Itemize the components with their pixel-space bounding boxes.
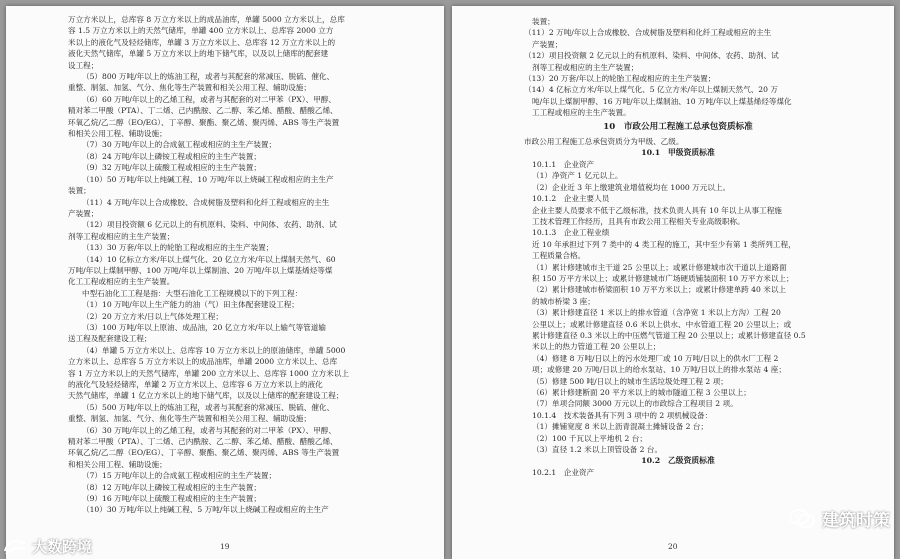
text-line: （10）50 万吨/年以上纯碱工程、10 万吨/年以上烧碱工程或相应的主生产 — [82, 174, 334, 184]
text-line: 环氧乙烷/乙二醇（EO/EG）、丁辛醇、聚酯、聚乙烯、聚丙烯、ABS 等生产装置 — [68, 448, 340, 458]
text-line: （8）12 万吨/年以上磷铵工程或相应的主生产装置； — [82, 482, 261, 492]
text-line: 工工程或相应的主生产装置。 — [532, 108, 631, 118]
text-line: （7）15 万吨/年以上的合成氨工程或相应的主生产装置； — [82, 471, 277, 481]
text-line: 米以上的热力管道工程 20 公里以上； — [532, 342, 661, 352]
text-line: （14）4 亿标立方米/年以上煤气化、5 亿立方米/年以上煤制天然气、20 万 — [524, 85, 778, 95]
document-page-left — [6, 6, 444, 559]
document-page-right — [452, 6, 894, 559]
text-line: 重整、制氢、加氢、气分、焦化等生产装置和相关公用工程、辅助设施； — [68, 83, 311, 93]
text-line: 重整、制氢、加氢、气分、焦化等生产装置和相关公用工程、辅助设施； — [68, 414, 311, 424]
text-line: 公里以上；或累计修建直径 0.6 米以上供水、中水管道工程 20 公里以上；或 — [532, 319, 792, 329]
watermark-right-text: 建筑时策 — [822, 511, 890, 531]
text-line: 吨/年以上煤制甲醇、16 万吨/年以上煤制油、10 万吨/年以上煤基烯烃等煤化 — [532, 96, 792, 106]
text-line: （2）100 千瓦以上平地机 2 台； — [532, 433, 647, 443]
text-line: （5）修建 500 吨/日以上的城市生活垃圾处理工程 2 项； — [532, 376, 728, 386]
text-line: （1）净资产 1 亿元以上。 — [532, 171, 623, 181]
text-line: （12）项目投资额 2 亿元以上的有机原料、染料、中间体、农药、助剂、试 — [524, 51, 779, 61]
text-line: （14）10 亿标立方米/年以上煤气化、20 亿立方米/年以上煤制天然气、60 — [82, 254, 336, 264]
text-line: 工程质量合格。 — [532, 251, 586, 261]
text-line: （4）修建 8 万吨/日以上的污水处理厂或 10 万吨/日以上的供水厂工程 2 — [532, 353, 779, 363]
text-line: 和相关公用工程、辅助设施； — [68, 129, 167, 139]
text-line: （3）累计修建直径 1 米以上的排水管道（含净宽 1 米以上方沟）工程 20 — [532, 308, 781, 318]
text-line: （9）16 万吨/年以上硫酸工程或相应的主生产装置； — [82, 494, 261, 504]
watermark-left-text: 大数跨境 — [32, 538, 93, 556]
text-line: 剂等工程或相应的主生产装置； — [68, 231, 175, 241]
text-line: 容 1 万立方米以上的天然气储库，单罐 200 立方米以上、总库容 1000 立方米以上 — [68, 368, 349, 378]
text-line: 精对苯二甲酸（PTA）、丁二烯、己内酰胺、乙二醇、苯乙烯、醋酸、醋酸乙烯、 — [68, 437, 338, 447]
text-line: 液化天然气储库，单罐 5 万立方米以上的地下储气库，以及以上储库的配套建 — [68, 49, 329, 59]
watermark-left — [2, 536, 92, 557]
text-line: 企业主要人员要求不低于乙级标准，技术负责人具有 10 年以上从事工程施 — [532, 205, 782, 215]
text-line: （1）10 万吨/年以上生产能力的油（气）田主体配套建设工程； — [82, 300, 299, 310]
text-line: （2）20 万立方米/日以上气体处理工程； — [82, 311, 223, 321]
text-line: 的城市桥梁 3 座； — [532, 296, 595, 306]
text-line: （6）60 万吨/年以上的乙烯工程，或者与其配套的对二甲苯（PX）、甲醇、 — [82, 94, 336, 104]
text-line: （5）800 万吨/年以上的炼油工程，或者与其配套的常减压、脱硫、催化、 — [82, 72, 335, 82]
section-heading: 10 市政公用工程施工总承包资质标准 — [603, 121, 753, 132]
text-line: （1）摊铺宽度 8 米以上沥青混凝土摊铺设备 2 台； — [532, 422, 709, 432]
text-line: 装置； — [68, 186, 91, 196]
page-right-text — [510, 16, 846, 478]
page-left-text — [68, 14, 400, 516]
text-line: 容 1.5 万立方米以上的天然气储库，单罐 400 立方米以上、总库容 2000 立方 — [68, 26, 334, 36]
text-line: 环氧乙烷/乙二醇（EO/EG）、丁辛醇、聚酯、聚乙烯、聚丙烯、ABS 等生产装置 — [68, 117, 340, 127]
text-line: （3）100 万吨/年以上原油、成品油，20 亿立方米/年以上输气等管道输 — [82, 322, 326, 332]
text-line: 装置； — [532, 17, 555, 26]
text-line: 万立方米以上，总库容 8 万立方米以上的成品油库，单罐 5000 立方米以上，总库 — [68, 15, 345, 24]
text-line: （9）32 万吨/年以上硫酸工程或相应的主生产装置； — [82, 163, 261, 173]
text-line: 近 10 年承担过下列 7 类中的 4 类工程的施工，其中至少有第 1 类所列工程， — [532, 239, 796, 249]
text-line: 米以上的液化气及轻烃储库，单罐 3 万立方米以上、总库容 12 万立方米以上的 — [68, 37, 336, 47]
text-line: 10.2.1 企业资产 — [532, 467, 595, 477]
text-line: （11）4 万吨/年以上合成橡胶、合成树脂及塑料和化纤工程或相应的主生 — [82, 197, 330, 207]
text-line: （11）2 万吨/年以上合成橡胶、合成树脂及塑料和化纤工程或相应的主生 — [524, 28, 772, 38]
text-line: 项；或修建 20 万吨/日以上的给水泵站、10 万吨/日以上的排水泵站 4 座； — [532, 365, 786, 375]
text-line: 剂等工程或相应的主生产装置； — [532, 62, 639, 72]
text-line: 10.1.2 企业主要人员 — [532, 194, 610, 204]
watermark-right — [788, 506, 890, 531]
text-line: 10.1.4 技术装备具有下列 3 项中的 2 项机械设备： — [532, 410, 713, 420]
text-line: 和相关公用工程、辅助设施； — [68, 459, 167, 469]
text-line: 的液化气及轻烃储库，单罐 2 万立方米以上、总库容 6 万立方米以上的液化 — [68, 380, 323, 389]
text-line: （7）单项合同额 3000 万元以上的市政综合工程项目 2 项。 — [532, 399, 738, 409]
text-line: （13）20 万套/年以上的轮胎工程或相应的主生产装置； — [524, 74, 716, 84]
text-line: （12）项目投资额 6 亿元以上的有机原料、染料、中间体、农药、助剂、试 — [82, 220, 337, 230]
text-line: 化工工程或相应的主生产装置。 — [68, 277, 175, 287]
text-line: 累计修建直径 0.3 米以上的中压燃气管道工程 20 公里以上；或累计修建直径 0.5 — [532, 330, 806, 340]
text-line: 市政公用工程施工总承包资质分为甲级、乙级。 — [524, 137, 684, 147]
text-line: 天然气储库，单罐 1 亿立方米以上的地下储气库，以及以上储库的配套建设工程； — [68, 391, 344, 401]
wechat-icon — [788, 508, 816, 530]
text-line: （4）单罐 5 万立方米以上、总库容 10 万立方米以上的原油储库，单罐 5000 — [82, 345, 346, 355]
text-line: （10）30 万吨/年以上纯碱工程、5 万吨/年以上烧碱工程或相应的主生产 — [82, 505, 329, 515]
text-line: 产装置； — [68, 208, 99, 218]
page-number: 19 — [220, 542, 230, 551]
text-line: （2）企业近 3 年上缴建筑业增值税均在 1000 万元以上。 — [532, 182, 731, 192]
text-line: （1）累计修建城市主干道 25 公里以上；或累计修建城市次干道以上道路面 — [532, 262, 787, 272]
text-line: 精对苯二甲酸（PTA）、丁二烯、己内酰胺、乙二醇、苯乙烯、醋酸、醋酸乙烯、 — [68, 106, 338, 116]
text-line: （5）500 万吨/年以上的炼油工程，或者与其配套的常减压、脱硫、催化、 — [82, 402, 335, 412]
text-line: 中型石油化工工程是指：大型石油化工工程规模以下的下列工程： — [82, 288, 303, 298]
text-line: 立方米以上、总库容 5 万立方米以上的成品油库，单罐 2000 立方米以上、总库 — [68, 357, 338, 367]
text-line: 工技术管理工作经历，且具有市政公用工程相关专业高级职称。 — [532, 216, 745, 226]
page-number: 20 — [668, 542, 678, 551]
text-line: 送工程及配套建设工程； — [68, 334, 152, 344]
text-line: 10.1.3 企业工程业绩 — [532, 228, 610, 238]
text-line: 设工程； — [68, 60, 99, 70]
brand-logo-icon — [2, 537, 28, 557]
text-line: （13）30 万套/年以上的轮胎工程或相应的主生产装置； — [82, 243, 274, 253]
text-line: 10.1.1 企业资产 — [532, 159, 595, 169]
text-line: （6）30 万吨/年以上的乙烯工程，或者与其配套的对二甲苯（PX）、甲醇、 — [82, 425, 336, 435]
subsection-heading: 10.1 甲级资质标准 — [641, 148, 715, 158]
text-line: 积 150 万平方米以上；或累计修建城市广场硬质铺装面积 10 万平方米以上； — [532, 273, 794, 283]
text-line: 万吨/年以上煤制甲醇、100 万吨/年以上煤制油、20 万吨/年以上煤基烯烃等煤 — [68, 265, 333, 275]
text-line: （8）24 万吨/年以上磷铵工程或相应的主生产装置； — [82, 151, 261, 161]
text-line: （2）累计修建城市桥梁面积 10 万平方米以上；或累计修建单跨 40 米以上 — [532, 285, 787, 295]
text-line: （7）30 万吨/年以上的合成氨工程或相应的主生产装置； — [82, 140, 277, 150]
text-line: 产装置； — [532, 39, 563, 49]
text-line: （3）直径 1.2 米以上顶管设备 2 台。 — [532, 445, 663, 455]
subsection-heading: 10.2 乙级资质标准 — [641, 456, 715, 466]
text-line: （6）累计修建断面 20 平方米以上的城市隧道工程 3 公里以上； — [532, 388, 751, 397]
